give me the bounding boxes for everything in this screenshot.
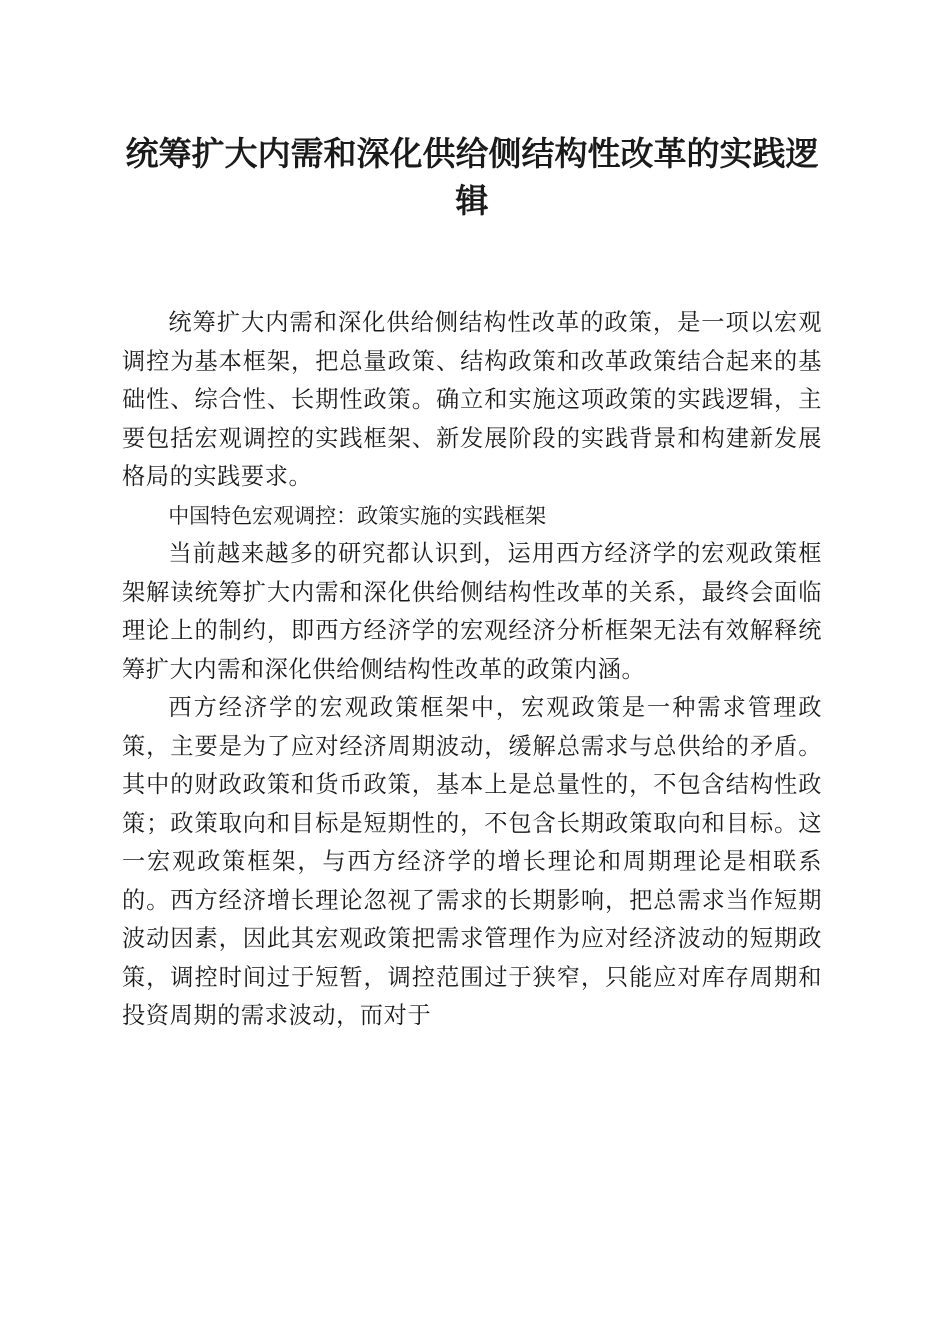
document-page bbox=[122, 130, 822, 1036]
body-paragraph-2: 西方经济学的宏观政策框架中，宏观政策是一种需求管理政策，主要是为了应对经济周期波动，缓解总需求与总供给的矛盾。其中的财政政策和货币政策，基本上是总量性的，不包含结构性政策；政策取向和目标是短期性的，不包含长期政策取向和目标。这一宏观政策框架，与西方经济学的增长理论和周期理论是相联系的。西方经济增长理论忽视了需求的长期影响，把总需求当作短期波动因素，因此其宏观政策把需求管理作为应对经济波动的短期政策，调控时间过于短暂，调控范围过于狭窄，只能应对库存周期和投资周期的需求波动，而对于 bbox=[122, 694, 822, 1029]
document-title: 统筹扩大内需和深化供给侧结构性改革的实践逻辑 bbox=[125, 134, 819, 220]
section-heading: 中国特色宏观调控：政策实施的实践框架 bbox=[168, 503, 547, 528]
body-paragraph-1: 当前越来越多的研究都认识到，运用西方经济学的宏观政策框架解读统筹扩大内需和深化供给侧结构性改革的关系，最终会面临理论上的制约，即西方经济学的宏观经济分析框架无法有效解释统筹扩大内需和深化供给侧结构性改革的政策内涵。 bbox=[122, 540, 822, 683]
document-body bbox=[122, 304, 822, 1036]
intro-paragraph: 统筹扩大内需和深化供给侧结构性改革的政策，是一项以宏观调控为基本框架，把总量政策、结构政策和改革政策结合起来的基础性、综合性、长期性政策。确立和实施这项政策的实践逻辑，主要包括宏观调控的实践框架、新发展阶段的实践背景和构建新发展格局的实践要求。 bbox=[122, 309, 822, 490]
